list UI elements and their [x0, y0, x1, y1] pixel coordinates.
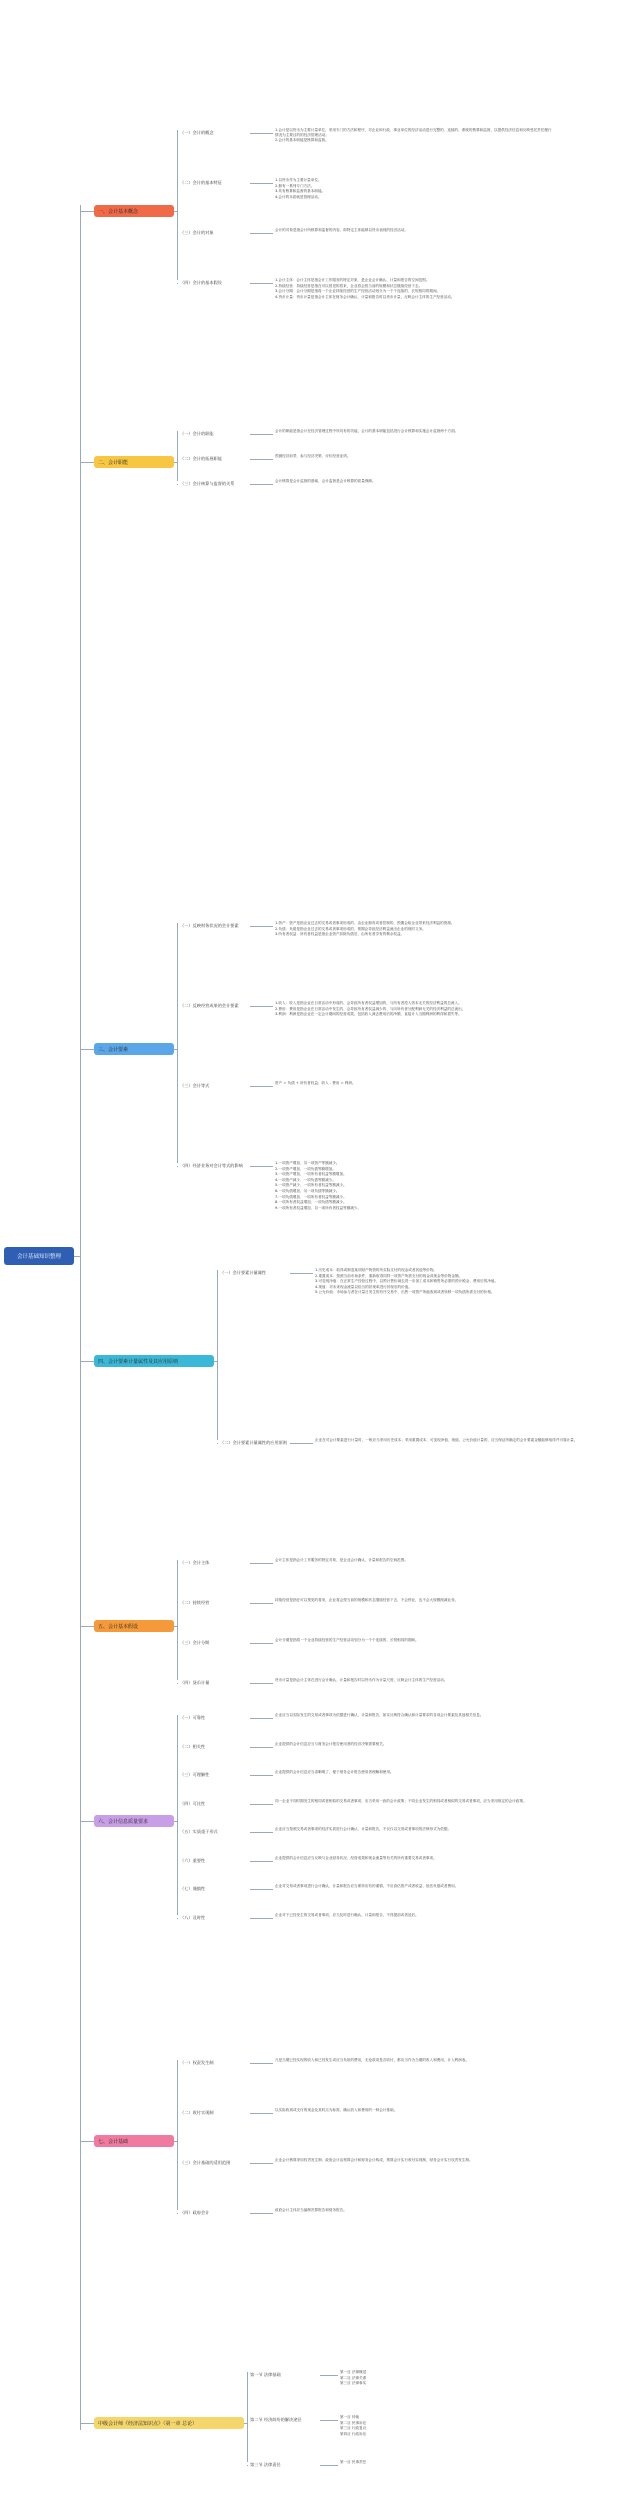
- section-items: [275, 2058, 555, 2064]
- item-text: 9.一项所有者权益增加、另一项所有者权益等额减少。: [275, 1205, 362, 1210]
- root-trunk-line: [80, 205, 81, 2430]
- item-text: 以实际收到或支付的现金及其时点为标准，确认收入和费用的一种会计基础。: [275, 2108, 398, 2112]
- section-label[interactable]: （三）会计等式: [180, 1083, 210, 1088]
- section-label[interactable]: （一）权责发生制: [180, 2060, 214, 2065]
- chapter-node-1[interactable]: 一、会计基本概念: [94, 205, 174, 217]
- chapter-node-3[interactable]: 三、会计要素: [94, 1043, 174, 1055]
- section-trunk-line: [177, 923, 178, 1163]
- section-connector-line: [177, 1775, 178, 1776]
- item-text: 4.货币计量：货币计量是指会计主体在财务会计确认、计量和报告时以货币计量，反映会计主体的生产经营活动。: [275, 294, 455, 299]
- section-label[interactable]: （三）会计核算与监督的关系: [180, 481, 235, 486]
- section-items: [275, 128, 555, 144]
- item-connector-line: [250, 1603, 273, 1604]
- item-text: 2.重置成本：按照当前市场条件，重新取得同样一项资产所需支付的现金或现金等价物金额。: [315, 1273, 463, 1278]
- section-label[interactable]: （二）收付实现制: [180, 2110, 214, 2115]
- chapter-node-6[interactable]: 六、会计信息质量要求: [94, 1815, 174, 1827]
- item-text: 2.会计的基本职能是核算和监督。: [275, 138, 329, 143]
- section-label[interactable]: （二）持续经营: [180, 1600, 210, 1605]
- section-connector-line: [177, 1166, 178, 1167]
- section-label[interactable]: 第三节 法律责任: [250, 2462, 281, 2467]
- item-text: 1.会计是以货币为主要计量单位，采用专门的方法和程序，对企业和行政、事业单位的经济活动进行完整的、连续的、系统的核算和监督，以提供经济信息和反映受托责任履行情况为主要目的的经济管理活动。: [275, 128, 552, 137]
- chapter-connector-line: [80, 1049, 94, 1050]
- section-label[interactable]: （一）反映财务状况的会计要素: [180, 923, 239, 928]
- item-text: 企业提供的会计信息应当与财务会计报告使用者的经济决策需要相关。: [275, 1741, 387, 1746]
- section-label[interactable]: （一）可靠性: [180, 1715, 206, 1720]
- chapter-to-section-line: [174, 211, 177, 212]
- section-items: [275, 429, 555, 435]
- chapter-to-section-line: [244, 2423, 247, 2424]
- item-text: 4.一项资产减少、一项负债等额减少。: [275, 1177, 336, 1182]
- item-connector-line: [250, 283, 273, 284]
- item-text: 第一目 民事责任: [340, 2460, 367, 2464]
- section-items: [340, 2415, 460, 2437]
- chapter-to-section-line: [174, 462, 177, 463]
- section-items: [275, 1742, 555, 1748]
- section-label[interactable]: 第二节 经济纠纷的解决途径: [250, 2417, 302, 2422]
- section-connector-line: [177, 926, 178, 927]
- item-text: 4.会计的本质就是管理活动。: [275, 194, 322, 199]
- section-items: [275, 1161, 555, 1211]
- item-connector-line: [250, 1918, 273, 1919]
- chapter-to-section-line: [174, 2141, 177, 2142]
- section-items: [275, 1913, 555, 1919]
- item-text: 企业在对会计要素进行计量时，一般应当采用历史成本；采用重置成本、可变现净值、现值、公允价值计量的，应当保证所确定的会计要素金额能够取得并可靠计量。: [315, 1438, 578, 1442]
- item-text: 企业应当以实际发生的交易或者事项为依据进行确认、计量和报告，如实反映符合确认和计量要求的各项会计要素及其他相关信息。: [275, 1713, 484, 1717]
- item-text: 会计核算是会计监督的基础，会计监督是会计核算的质量保障。: [275, 479, 376, 483]
- item-connector-line: [250, 1804, 273, 1805]
- section-label[interactable]: （一）会计的职能: [180, 431, 214, 436]
- item-text: 1.收入：收入是指企业在日常活动中形成的、会导致所有者权益增加的、与所有者投入资本无关的经济利益的总流入。: [275, 1001, 462, 1005]
- section-label[interactable]: （六）重要性: [180, 1857, 206, 1863]
- item-connector-line: [250, 1747, 273, 1748]
- section-connector-line: [177, 133, 178, 134]
- section-label[interactable]: （二）会计的拓展职能: [180, 456, 222, 461]
- section-items: [275, 278, 555, 300]
- section-items: [275, 921, 555, 938]
- section-items: [275, 1558, 555, 1564]
- section-connector-line: [177, 1563, 178, 1564]
- section-items: [275, 2158, 555, 2164]
- item-text: 2.费用：费用是指企业在日常活动中发生的、会导致所有者权益减少的、与向所有者分配利润无关的经济利益的总流出。: [275, 1006, 466, 1011]
- section-connector-line: [177, 434, 178, 435]
- section-label[interactable]: （二）会计的基本特征: [180, 180, 222, 185]
- chapter-connector-line: [80, 1361, 94, 1362]
- section-items: [275, 1638, 555, 1644]
- chapter-node-2[interactable]: 二、会计职能: [94, 456, 174, 468]
- item-connector-line: [320, 2420, 338, 2421]
- section-connector-line: [217, 1443, 218, 1444]
- chapter-to-section-line: [174, 1049, 177, 1050]
- item-text: 预测经济前景、参与经济决策、评价经营业绩。: [275, 454, 351, 458]
- item-text: 1.资产：资产是指企业过去的交易或者事项形成的、由企业拥有或者控制的、预期会给企业带来经济利益的资源。: [275, 921, 455, 925]
- section-label[interactable]: （三）可理解性: [180, 1772, 210, 1778]
- section-items: [340, 2460, 460, 2466]
- item-text: 2.持续经营：持续经营是指在可以预见的将来，企业将会按当前的规模和状态继续经营下去。: [275, 283, 423, 288]
- item-text: 会计主体是指会计工作服务的特定对象，是企业会计确认、计量和报告的空间范围。: [275, 1558, 408, 1562]
- item-text: 第二目 法律关系: [340, 2375, 367, 2380]
- item-text: 3.所有者权益：所有者权益是指企业资产扣除负债后，由所有者享有的剩余权益。: [275, 932, 405, 937]
- section-connector-line: [247, 2375, 248, 2376]
- item-text: 1.一项资产增加、另一项资产等额减少。: [275, 1161, 340, 1165]
- item-text: 企业对于已经发生的交易或者事项，应当及时进行确认、计量和报告，不得提前或者延后。: [275, 1913, 419, 1917]
- section-connector-line: [177, 2113, 178, 2114]
- item-connector-line: [250, 2163, 273, 2164]
- section-connector-line: [177, 2163, 178, 2164]
- item-text: 企业提供的会计信息应当反映与企业财务状况、经营成果和现金流量等有关的所有重要交易或者事项。: [275, 1855, 437, 1860]
- section-label[interactable]: （二）相关性: [180, 1743, 206, 1749]
- item-connector-line: [250, 1643, 273, 1644]
- item-text: 5.公允价值：市场参与者在计量日发生的有序交易中，出售一项资产所能收到或者转移一项负债所需支付的价格。: [315, 1290, 495, 1295]
- section-items: [275, 1598, 555, 1604]
- item-text: 3.利润：利润是指企业在一定会计期间的经营成果，包括收入减去费用后的净额、直接计入当期利润的利得和损失等。: [275, 1012, 462, 1017]
- item-text: 企业应当按照交易或者事项的经济实质进行会计确认、计量和报告，不仅仅以交易或者事项的法律形式为依据。: [275, 1827, 452, 1832]
- section-connector-line: [177, 2063, 178, 2064]
- section-connector-line: [177, 1643, 178, 1644]
- chapter-node-8[interactable]: 中级会计师《经济法知识点》（第一章 总论）: [94, 2417, 244, 2429]
- section-trunk-line: [177, 130, 178, 280]
- section-label[interactable]: （八）及时性: [180, 1915, 206, 1920]
- section-label[interactable]: （三）会计分期: [180, 1640, 210, 1645]
- chapter-connector-line: [80, 1626, 94, 1627]
- chapter-connector-line: [80, 211, 94, 212]
- section-connector-line: [177, 1683, 178, 1684]
- section-items: [275, 1884, 555, 1890]
- item-connector-line: [250, 183, 273, 184]
- section-connector-line: [177, 1006, 178, 1007]
- section-connector-line: [177, 1804, 178, 1805]
- item-text: 凡是当期已经实现的收入和已经发生或应当负担的费用，无论款项是否收付，都应当作为当期的收入和费用，计入利润表。: [275, 2058, 470, 2062]
- item-text: 第二目 民事诉讼: [340, 2420, 367, 2425]
- section-connector-line: [177, 1603, 178, 1604]
- item-connector-line: [290, 1273, 313, 1274]
- item-text: 5.一项资产减少、一项所有者权益等额减少。: [275, 1183, 347, 1188]
- item-text: 第一目 仲裁: [340, 2415, 360, 2419]
- item-connector-line: [250, 459, 273, 460]
- section-items: [275, 1081, 555, 1087]
- item-text: 1.会计主体：会计主体是指会计工作服务的特定对象，是企业会计确认、计量和报告的空间范围。: [275, 278, 430, 282]
- section-trunk-line: [177, 431, 178, 481]
- item-text: 企业会计核算采用权责发生制；政府会计由预算会计和财务会计构成，预算会计实行收付实现制，财务会计实行权责发生制。: [275, 2158, 473, 2162]
- item-text: 6.一项负债增加、另一项负债等额减少。: [275, 1188, 340, 1193]
- item-text: 第四目 行政诉讼: [340, 2431, 367, 2436]
- section-label[interactable]: （三）会计的对象: [180, 230, 214, 235]
- section-label[interactable]: （四）可比性: [180, 1800, 206, 1806]
- item-text: 会计分期是指将一个企业持续经营的生产经营活动划分为一个个连续的、长短相同的期间。: [275, 1638, 419, 1642]
- chapter-to-section-line: [174, 1821, 177, 1822]
- section-connector-line: [177, 1832, 178, 1833]
- item-connector-line: [250, 1775, 273, 1776]
- item-text: 政府会计主体应当编制决算报告和财务报告。: [275, 2208, 347, 2212]
- item-connector-line: [250, 1006, 273, 1007]
- section-items: [315, 1268, 595, 1296]
- section-items: [275, 228, 555, 234]
- item-connector-line: [250, 926, 273, 927]
- item-connector-line: [250, 1683, 273, 1684]
- section-connector-line: [177, 459, 178, 460]
- section-label[interactable]: （五）实质重于形式: [180, 1829, 218, 1835]
- item-text: 企业对交易或者事项进行会计确认、计量和报告应当保持应有的谨慎，不应高估资产或者收益、低估负债或者费用。: [275, 1884, 459, 1889]
- item-text: 7.一项负债增加、一项所有者权益等额减少。: [275, 1194, 347, 1199]
- section-items: [315, 1438, 595, 1444]
- section-label[interactable]: 第一节 法律基础: [250, 2372, 281, 2377]
- item-text: 持续经营是指在可以预见的将来，企业将会按当前的规模和状态继续经营下去，不会停业，也不会大规模削减业务。: [275, 1598, 459, 1602]
- item-text: 2.一项资产增加、一项负债等额增加。: [275, 1166, 336, 1171]
- section-items: [275, 1799, 555, 1805]
- section-connector-line: [177, 1086, 178, 1087]
- section-items: [275, 178, 555, 200]
- section-label[interactable]: （一）会计要素计量属性: [220, 1270, 267, 1275]
- item-connector-line: [320, 2375, 338, 2376]
- item-text: 3.会计分期：会计分期是指将一个企业持续经营的生产经营活动划分为一个个连续的、长短相同的期间。: [275, 289, 441, 294]
- item-connector-line: [320, 2465, 338, 2466]
- section-connector-line: [177, 283, 178, 284]
- item-text: 第三目 法律事实: [340, 2381, 367, 2386]
- item-text: 3.具有核算和监督的基本职能。: [275, 189, 326, 194]
- section-items: [275, 2108, 555, 2114]
- chapter-to-section-line: [174, 1626, 177, 1627]
- item-connector-line: [250, 1086, 273, 1087]
- section-items: [275, 2208, 555, 2214]
- chapter-node-7[interactable]: 七、会计基础: [94, 2135, 174, 2147]
- item-connector-line: [250, 1861, 273, 1862]
- section-connector-line: [177, 183, 178, 184]
- section-connector-line: [177, 1918, 178, 1919]
- section-items: [340, 2370, 460, 2387]
- root-connector-line: [74, 1256, 80, 1257]
- section-label[interactable]: （二）反映经营成果的会计要素: [180, 1003, 239, 1008]
- section-connector-line: [177, 1747, 178, 1748]
- section-trunk-line: [247, 2372, 248, 2462]
- section-items: [275, 1678, 555, 1684]
- item-connector-line: [250, 434, 273, 435]
- item-text: 8.一项所有者权益增加、一项负债等额减少。: [275, 1200, 347, 1205]
- item-text: 3.可变现净值：在正常生产经营过程中，以预计售价减去进一步加工成本和销售所必需的预计税金、费用后的净值。: [315, 1279, 499, 1284]
- section-connector-line: [177, 1889, 178, 1890]
- section-label[interactable]: （一）会计主体: [180, 1560, 210, 1565]
- section-connector-line: [177, 1861, 178, 1862]
- section-label[interactable]: （四）会计的基本假设: [180, 280, 222, 285]
- item-text: 第一目 法律概述: [340, 2370, 367, 2374]
- item-text: 2.拥有一系列专门方法。: [275, 183, 315, 188]
- section-trunk-line: [177, 1715, 178, 1915]
- section-items: [275, 1770, 555, 1776]
- section-trunk-line: [177, 2060, 178, 2210]
- chapter-to-section-line: [214, 1361, 217, 1362]
- item-text: 资产 = 负债 + 所有者权益；收入 - 费用 = 利润。: [275, 1081, 356, 1085]
- chapter-node-5[interactable]: 五、会计基本假设: [94, 1620, 174, 1632]
- section-items: [275, 1856, 555, 1862]
- item-text: 1.以货币作为主要计量单位。: [275, 178, 322, 182]
- item-connector-line: [250, 1832, 273, 1833]
- item-text: 2.负债：负债是指企业过去的交易或者事项形成的、预期会导致经济利益流出企业的现时义务。: [275, 926, 426, 931]
- section-trunk-line: [177, 1560, 178, 1680]
- chapter-connector-line: [80, 2141, 94, 2142]
- item-text: 货币计量是指会计主体在进行会计确认、计量和报告时以货币作为计量尺度，反映会计主体的生产经营活动。: [275, 1678, 448, 1682]
- section-label[interactable]: （四）货币计量: [180, 1680, 210, 1685]
- item-connector-line: [250, 1166, 273, 1167]
- chapter-connector-line: [80, 2423, 94, 2424]
- item-text: 4.现值：对未来现金流量以恰当的折现率进行折现后的价值。: [315, 1284, 412, 1289]
- section-items: [275, 1713, 555, 1719]
- item-text: 会计的职能是指会计在经济管理过程中所具有的功能，会计的基本职能包括进行会计核算和实施会计监督两个方面。: [275, 429, 459, 433]
- item-connector-line: [250, 233, 273, 234]
- item-connector-line: [250, 133, 273, 134]
- item-text: 第三目 行政复议: [340, 2426, 367, 2431]
- section-connector-line: [177, 233, 178, 234]
- section-label[interactable]: （一）会计的概念: [180, 130, 214, 135]
- section-connector-line: [177, 484, 178, 485]
- section-connector-line: [177, 1718, 178, 1719]
- section-connector-line: [247, 2465, 248, 2466]
- section-connector-line: [247, 2420, 248, 2421]
- chapter-node-4[interactable]: 四、会计要素计量属性及其应用原则: [94, 1355, 214, 1367]
- item-text: 1.历史成本：取得或制造某项财产物资时所实际支付的现金或者其他等价物。: [315, 1268, 438, 1272]
- section-label[interactable]: （四）政府会计: [180, 2210, 210, 2215]
- item-text: 同一企业不同时期发生的相同或者相似的交易或者事项，应当采用一致的会计政策；不同企业发生的相同或者相似的交易或者事项，应当采用规定的会计政策。: [275, 1798, 527, 1803]
- section-label[interactable]: （四）经济业务对会计等式的影响: [180, 1163, 243, 1168]
- section-items: [275, 479, 555, 485]
- item-connector-line: [250, 2113, 273, 2114]
- item-connector-line: [250, 1563, 273, 1564]
- section-items: [275, 454, 555, 460]
- item-connector-line: [290, 1443, 313, 1444]
- section-label[interactable]: （三）会计基础的适用范围: [180, 2160, 231, 2165]
- chapter-connector-line: [80, 462, 94, 463]
- item-connector-line: [250, 2213, 273, 2214]
- section-label[interactable]: （二）会计要素计量属性的应用原则: [220, 1440, 288, 1445]
- item-connector-line: [250, 484, 273, 485]
- section-items: [275, 1001, 555, 1018]
- item-connector-line: [250, 2063, 273, 2064]
- section-items: [275, 1827, 555, 1833]
- section-connector-line: [177, 2213, 178, 2214]
- item-text: 会计的对象是指会计所核算和监督的内容，即特定主体能够以货币表现的经济活动。: [275, 228, 408, 232]
- item-text: 3.一项资产增加、一项所有者权益等额增加。: [275, 1172, 347, 1177]
- root-node[interactable]: 会计基础知识整理: [4, 1247, 74, 1265]
- item-connector-line: [250, 1889, 273, 1890]
- section-connector-line: [217, 1273, 218, 1274]
- section-label[interactable]: （七）谨慎性: [180, 1886, 206, 1892]
- section-trunk-line: [217, 1270, 218, 1440]
- item-connector-line: [250, 1718, 273, 1719]
- chapter-connector-line: [80, 1821, 94, 1822]
- item-text: 企业提供的会计信息应当清晰明了，便于财务会计报告使用者理解和使用。: [275, 1770, 394, 1775]
